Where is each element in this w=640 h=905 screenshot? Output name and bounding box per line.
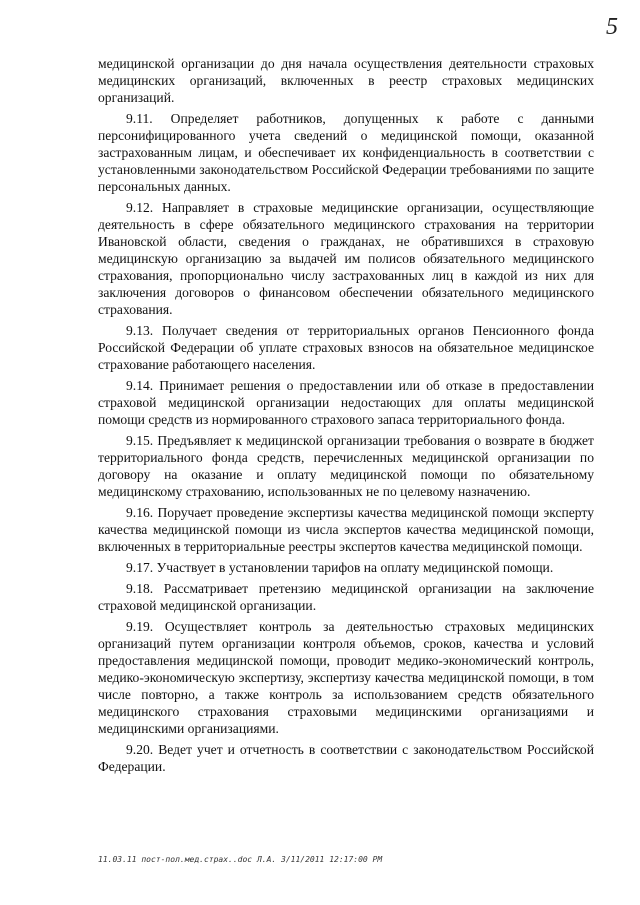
paragraph-9-16: 9.16. Поручает проведение экспертизы качества медицинской помощи эксперту качества медицинской помощи из числа экспертов качества медицинской помощи, включенных в территориальные реестры экспертов качества медицинской помощи. [98,505,594,554]
paragraph-9-17: 9.17. Участвует в установлении тарифов на оплату медицинской помощи. [126,560,554,575]
file-footer: 11.03.11 пост-пол.мед.страх..doc Л.А. 3/11/2011 12:17:00 PM [98,855,383,864]
document-body [98,55,594,779]
paragraph-9-12: 9.12. Направляет в страховые медицинские организации, осуществляющие деятельность в сфере обязательного медицинского страхования на территории Ивановской области, сведения о гражданах, не обратившихся в страховую медицинскую организацию за выдачей им полисов обязательного медицинского страхования, пропорционально числу застрахованных лиц в каждой из них для заключения договоров о финансовом обеспечении обязательного медицинского страхования. [98,200,594,317]
paragraph-9-15: 9.15. Предъявляет к медицинской организации требования о возврате в бюджет территориального фонда средств, перечисленных медицинской организации по договору на оказание и оплату медицинской помощи по обязательному медицинскому страхованию, использованных не по целевому назначению. [98,433,594,499]
page-number: 5 [606,14,618,40]
paragraph-9-19: 9.19. Осуществляет контроль за деятельностью страховых медицинских организаций путем организации контроля объемов, сроков, качества и условий предоставления медицинской помощи, проводит медико-экономический контроль, медико-экономическую экспертизу, экспертизу качества медицинской помощи, в том числе повторно, а также контроль за использованием средств обязательного медицинского страхования страховыми медицинскими организациями и медицинскими организациями. [98,619,594,736]
paragraph-9-20: 9.20. Ведет учет и отчетность в соответствии с законодательством Российской Федерации. [98,742,594,774]
paragraph-9-18: 9.18. Рассматривает претензию медицинской организации на заключение страховой медицинской организации. [98,581,594,613]
paragraph-9-11: 9.11. Определяет работников, допущенных к работе с данными персонифицированного учета сведений о медицинской помощи, оказанной застрахованным лицам, и обеспечивает их конфиденциальность в соответствии с установленными законодательством Российской Федерации требованиями по защите персональных данных. [98,111,594,194]
paragraph-9-13: 9.13. Получает сведения от территориальных органов Пенсионного фонда Российской Федерации об уплате страховых взносов на обязательное медицинское страхование работающего населения. [98,323,594,372]
paragraph-9-14: 9.14. Принимает решения о предоставлении или об отказе в предоставлении страховой медицинской организации недостающих для оплаты медицинской помощи средств из нормированного страхового запаса территориального фонда. [98,378,594,427]
paragraph-continuation: медицинской организации до дня начала осуществления деятельности страховых медицинских организаций, включенных в реестр страховых медицинских организаций. [98,56,594,105]
